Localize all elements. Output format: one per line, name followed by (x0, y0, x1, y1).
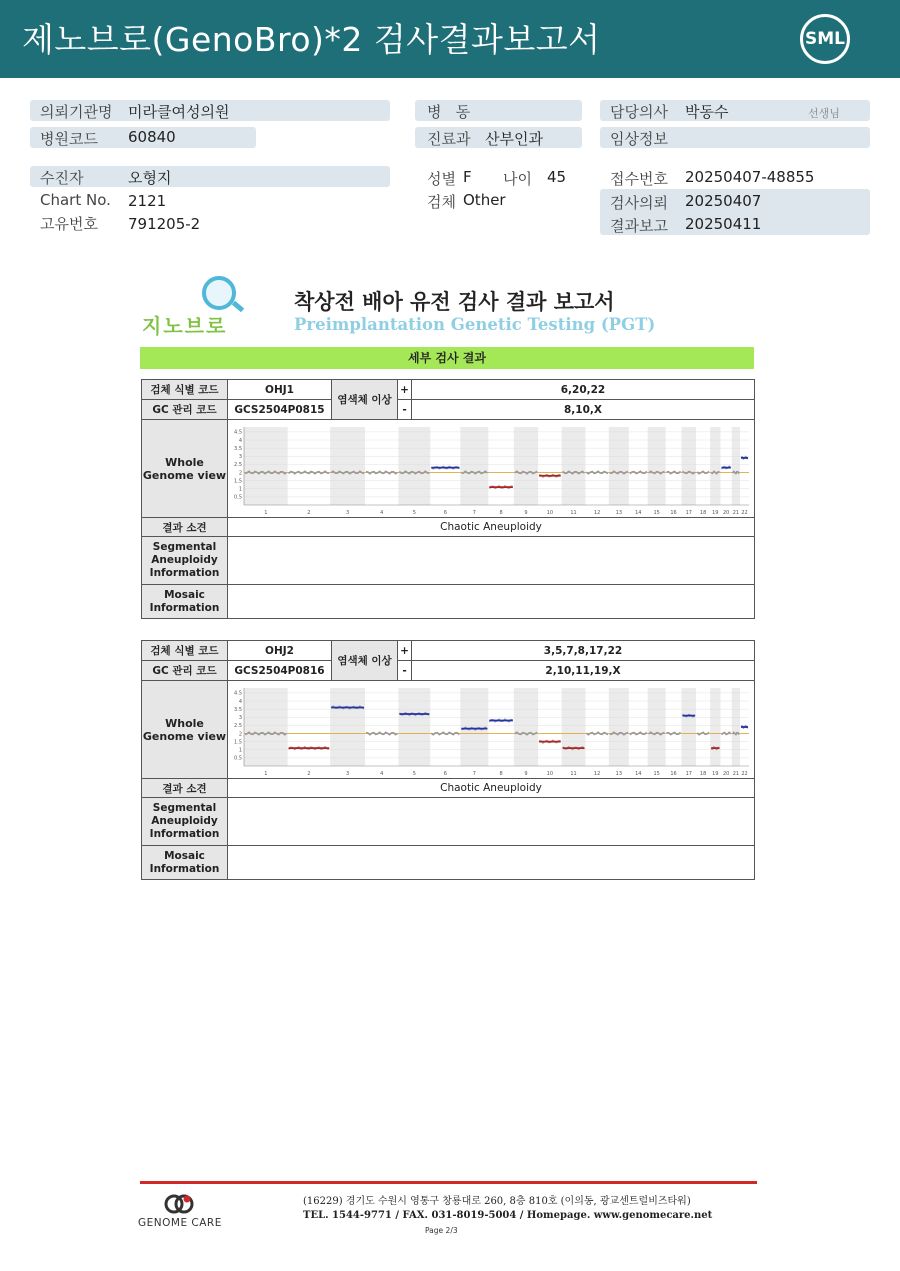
report-label: 결과보고 (610, 217, 668, 235)
page-title: 제노브로(GenoBro)*2 검사결과보고서 (22, 20, 601, 59)
patient-value: 오형지 (128, 169, 172, 187)
y-tick-label: 4.5 (234, 429, 242, 436)
request-label: 검사의뢰 (610, 194, 668, 212)
y-tick-label: 3 (238, 453, 242, 460)
x-tick-label: 20 (722, 770, 730, 777)
abnormality-label: 염색체 이상 (332, 380, 398, 420)
chromosome-band (732, 688, 740, 766)
x-tick-label: 13 (615, 509, 623, 516)
x-tick-label: 4 (380, 509, 384, 516)
magnifier-icon (202, 276, 236, 310)
copy-number-trace (697, 471, 709, 473)
sample-table-1 (141, 379, 755, 619)
doctor-label: 담당의사 (610, 103, 668, 121)
receipt-value: 20250407-48855 (685, 168, 815, 186)
copy-number-trace (667, 732, 681, 734)
whole-genome-label: Whole Genome view (142, 420, 228, 518)
x-tick-label: 6 (443, 509, 447, 516)
y-tick-label: 2 (238, 730, 242, 737)
x-tick-label: 7 (472, 509, 476, 516)
segmental-label: Segmental Aneuploidy Information (142, 537, 228, 585)
segmental-value (228, 537, 755, 585)
sample-code-value: OHJ2 (228, 641, 332, 661)
genome-care-logo (138, 1193, 238, 1235)
x-tick-label: 13 (615, 770, 623, 777)
gain-value: 3,5,7,8,17,22 (412, 641, 755, 661)
x-tick-label: 15 (653, 509, 660, 516)
x-tick-label: 4 (380, 770, 384, 777)
sample-code-value: OHJ1 (228, 380, 332, 400)
chromosome-band (244, 427, 288, 505)
x-tick-label: 20 (722, 509, 730, 516)
genome-care-name: GENOME CARE (138, 1217, 222, 1229)
sample-code-label: 검체 식별 코드 (142, 641, 228, 661)
specimen-label: 검체 (427, 193, 456, 211)
x-tick-label: 12 (593, 770, 601, 777)
mosaic-label: Mosaic Information (142, 585, 228, 619)
age-value: 45 (547, 168, 567, 186)
x-tick-label: 19 (712, 770, 719, 777)
id-value: 791205-2 (128, 215, 201, 233)
y-tick-label: 1 (238, 747, 242, 754)
receipt-label: 접수번호 (610, 170, 668, 188)
ward-label: 병 동 (427, 103, 471, 121)
loss-value: 2,10,11,19,X (412, 661, 755, 681)
y-tick-label: 3 (238, 714, 242, 721)
x-tick-label: 1 (264, 509, 268, 516)
mosaic-label: Mosaic Information (142, 846, 228, 880)
chromosome-band (562, 427, 586, 505)
loss-sign: - (398, 400, 412, 420)
chromosome-band (398, 688, 430, 766)
sex-value: F (463, 168, 472, 186)
copy-number-trace (586, 471, 607, 473)
sml-logo-text: SML (805, 29, 845, 49)
segmental-value (228, 798, 755, 846)
doctor-suffix: 선생님 (808, 107, 840, 120)
header-bar (0, 0, 900, 78)
y-tick-label: 0.5 (234, 755, 242, 762)
whole-genome-label: Whole Genome view (142, 681, 228, 779)
x-tick-label: 16 (670, 770, 677, 777)
chromosome-band (514, 688, 538, 766)
y-tick-label: 1 (238, 486, 242, 493)
chromosome-band (681, 688, 696, 766)
x-tick-label: 10 (546, 509, 554, 516)
copy-number-trace (697, 732, 709, 734)
y-tick-label: 3.5 (234, 706, 242, 713)
footer-divider (140, 1181, 757, 1184)
y-tick-label: 0.5 (234, 494, 242, 501)
report-title: 착상전 배아 유전 검사 결과 보고서 (294, 290, 615, 314)
x-tick-label: 12 (593, 509, 601, 516)
x-tick-label: 1 (264, 770, 268, 777)
x-tick-label: 14 (635, 770, 642, 777)
footer-contact: TEL. 1544-9771 / FAX. 031-8019-5004 / Homepage. www.genomecare.net (303, 1210, 713, 1221)
department-label: 진료과 (427, 130, 471, 148)
genobro-logo (140, 276, 260, 338)
copy-number-trace (722, 732, 731, 734)
y-tick-label: 2.5 (234, 461, 242, 468)
doctor-value: 박동수 (685, 103, 729, 121)
copy-number-trace (667, 471, 681, 473)
x-tick-label: 16 (670, 509, 677, 516)
y-tick-label: 4 (238, 437, 242, 444)
x-tick-label: 6 (443, 770, 447, 777)
gc-code-label: GC 관리 코드 (142, 661, 228, 681)
x-tick-label: 10 (546, 770, 554, 777)
x-tick-label: 3 (346, 509, 350, 516)
chromosome-band (330, 427, 365, 505)
x-tick-label: 11 (570, 509, 577, 516)
copy-number-trace (366, 471, 397, 473)
chromosome-band (330, 688, 365, 766)
x-tick-label: 18 (699, 509, 707, 516)
x-tick-label: 22 (741, 509, 748, 516)
x-tick-label: 9 (524, 770, 528, 777)
x-tick-label: 9 (524, 509, 528, 516)
result-label: 결과 소견 (142, 518, 228, 537)
department-value: 산부인과 (485, 130, 543, 148)
copy-number-trace (586, 732, 607, 734)
x-tick-label: 21 (732, 770, 740, 777)
loss-value: 8,10,X (412, 400, 755, 420)
copy-number-trace (366, 732, 397, 734)
result-label: 결과 소견 (142, 779, 228, 798)
age-label: 나이 (503, 170, 532, 188)
result-value: Chaotic Aneuploidy (228, 779, 755, 798)
whole-genome-chart (228, 682, 753, 778)
segmental-label: Segmental Aneuploidy Information (142, 798, 228, 846)
chromosome-band (681, 427, 696, 505)
gc-code-value: GCS2504P0815 (228, 400, 332, 420)
genobro-logo-text: 지노브로 (142, 314, 228, 338)
gc-code-label: GC 관리 코드 (142, 400, 228, 420)
whole-genome-chart (228, 421, 753, 517)
page-number: Page 2/3 (425, 1226, 458, 1235)
chromosome-band (609, 427, 629, 505)
chromosome-band (562, 688, 586, 766)
gc-code-value: GCS2504P0816 (228, 661, 332, 681)
report-subtitle: Preimplantation Genetic Testing (PGT) (294, 315, 656, 334)
specimen-value: Other (463, 191, 506, 209)
copy-number-trace (431, 732, 459, 734)
x-tick-label: 3 (346, 770, 350, 777)
y-tick-label: 2.5 (234, 722, 242, 729)
patient-label: 수진자 (40, 169, 84, 187)
chromosome-band (710, 427, 720, 505)
x-tick-label: 17 (685, 509, 692, 516)
hospital-code-value: 60840 (128, 128, 176, 146)
chromosome-band (514, 427, 538, 505)
hospital-code-label: 병원코드 (40, 130, 98, 148)
x-tick-label: 18 (699, 770, 707, 777)
chart-value: 2121 (128, 192, 167, 210)
x-tick-label: 2 (307, 509, 311, 516)
sample-code-label: 검체 식별 코드 (142, 380, 228, 400)
gain-sign: + (398, 641, 412, 661)
x-tick-label: 19 (712, 509, 719, 516)
x-tick-label: 8 (499, 509, 503, 516)
chromosome-band (648, 688, 666, 766)
result-value: Chaotic Aneuploidy (228, 518, 755, 537)
request-value: 20250407 (685, 192, 762, 210)
x-tick-label: 15 (653, 770, 660, 777)
report-value: 20250411 (685, 215, 762, 233)
x-tick-label: 22 (741, 770, 748, 777)
id-label: 고유번호 (40, 215, 98, 233)
chromosome-band (398, 427, 430, 505)
mosaic-value (228, 585, 755, 619)
x-tick-label: 14 (635, 509, 642, 516)
copy-number-trace (630, 732, 647, 734)
whole-genome-chart-cell (228, 420, 755, 518)
y-tick-label: 3.5 (234, 445, 242, 452)
clinical-label: 임상정보 (610, 130, 668, 148)
chromosome-band (460, 427, 488, 505)
x-tick-label: 11 (570, 770, 577, 777)
sample-table-2 (141, 640, 755, 880)
y-tick-label: 4 (238, 698, 242, 705)
chromosome-band (732, 427, 740, 505)
chromosome-band (609, 688, 629, 766)
abnormality-label: 염색체 이상 (332, 641, 398, 681)
whole-genome-chart-cell (228, 681, 755, 779)
genome-care-mark-icon (164, 1193, 194, 1215)
x-tick-label: 5 (412, 770, 416, 777)
gain-value: 6,20,22 (412, 380, 755, 400)
x-tick-label: 8 (499, 770, 503, 777)
mosaic-value (228, 846, 755, 880)
y-tick-label: 1.5 (234, 738, 242, 745)
chromosome-band (648, 427, 666, 505)
sml-logo (800, 14, 850, 64)
chromosome-band (710, 688, 720, 766)
y-tick-label: 4.5 (234, 690, 242, 697)
footer-address-block (303, 1195, 712, 1223)
loss-sign: - (398, 661, 412, 681)
x-tick-label: 7 (472, 770, 476, 777)
institution-value: 미라클여성의원 (128, 103, 230, 121)
copy-number-trace (630, 471, 647, 473)
chart-label: Chart No. (40, 191, 111, 209)
sex-label: 성별 (427, 170, 456, 188)
gain-sign: + (398, 380, 412, 400)
x-tick-label: 2 (307, 770, 311, 777)
x-tick-label: 17 (685, 770, 692, 777)
x-tick-label: 21 (732, 509, 740, 516)
chromosome-band (244, 688, 288, 766)
y-tick-label: 1.5 (234, 477, 242, 484)
footer-address: (16229) 경기도 수원시 영통구 창룡대로 260, 8층 810호 (이의동, 광교센트럴비즈타워) (303, 1196, 691, 1207)
x-tick-label: 5 (412, 509, 416, 516)
patient-row (30, 166, 390, 187)
institution-label: 의뢰기관명 (40, 103, 113, 121)
y-tick-label: 2 (238, 469, 242, 476)
section-header: 세부 검사 결과 (140, 347, 754, 369)
